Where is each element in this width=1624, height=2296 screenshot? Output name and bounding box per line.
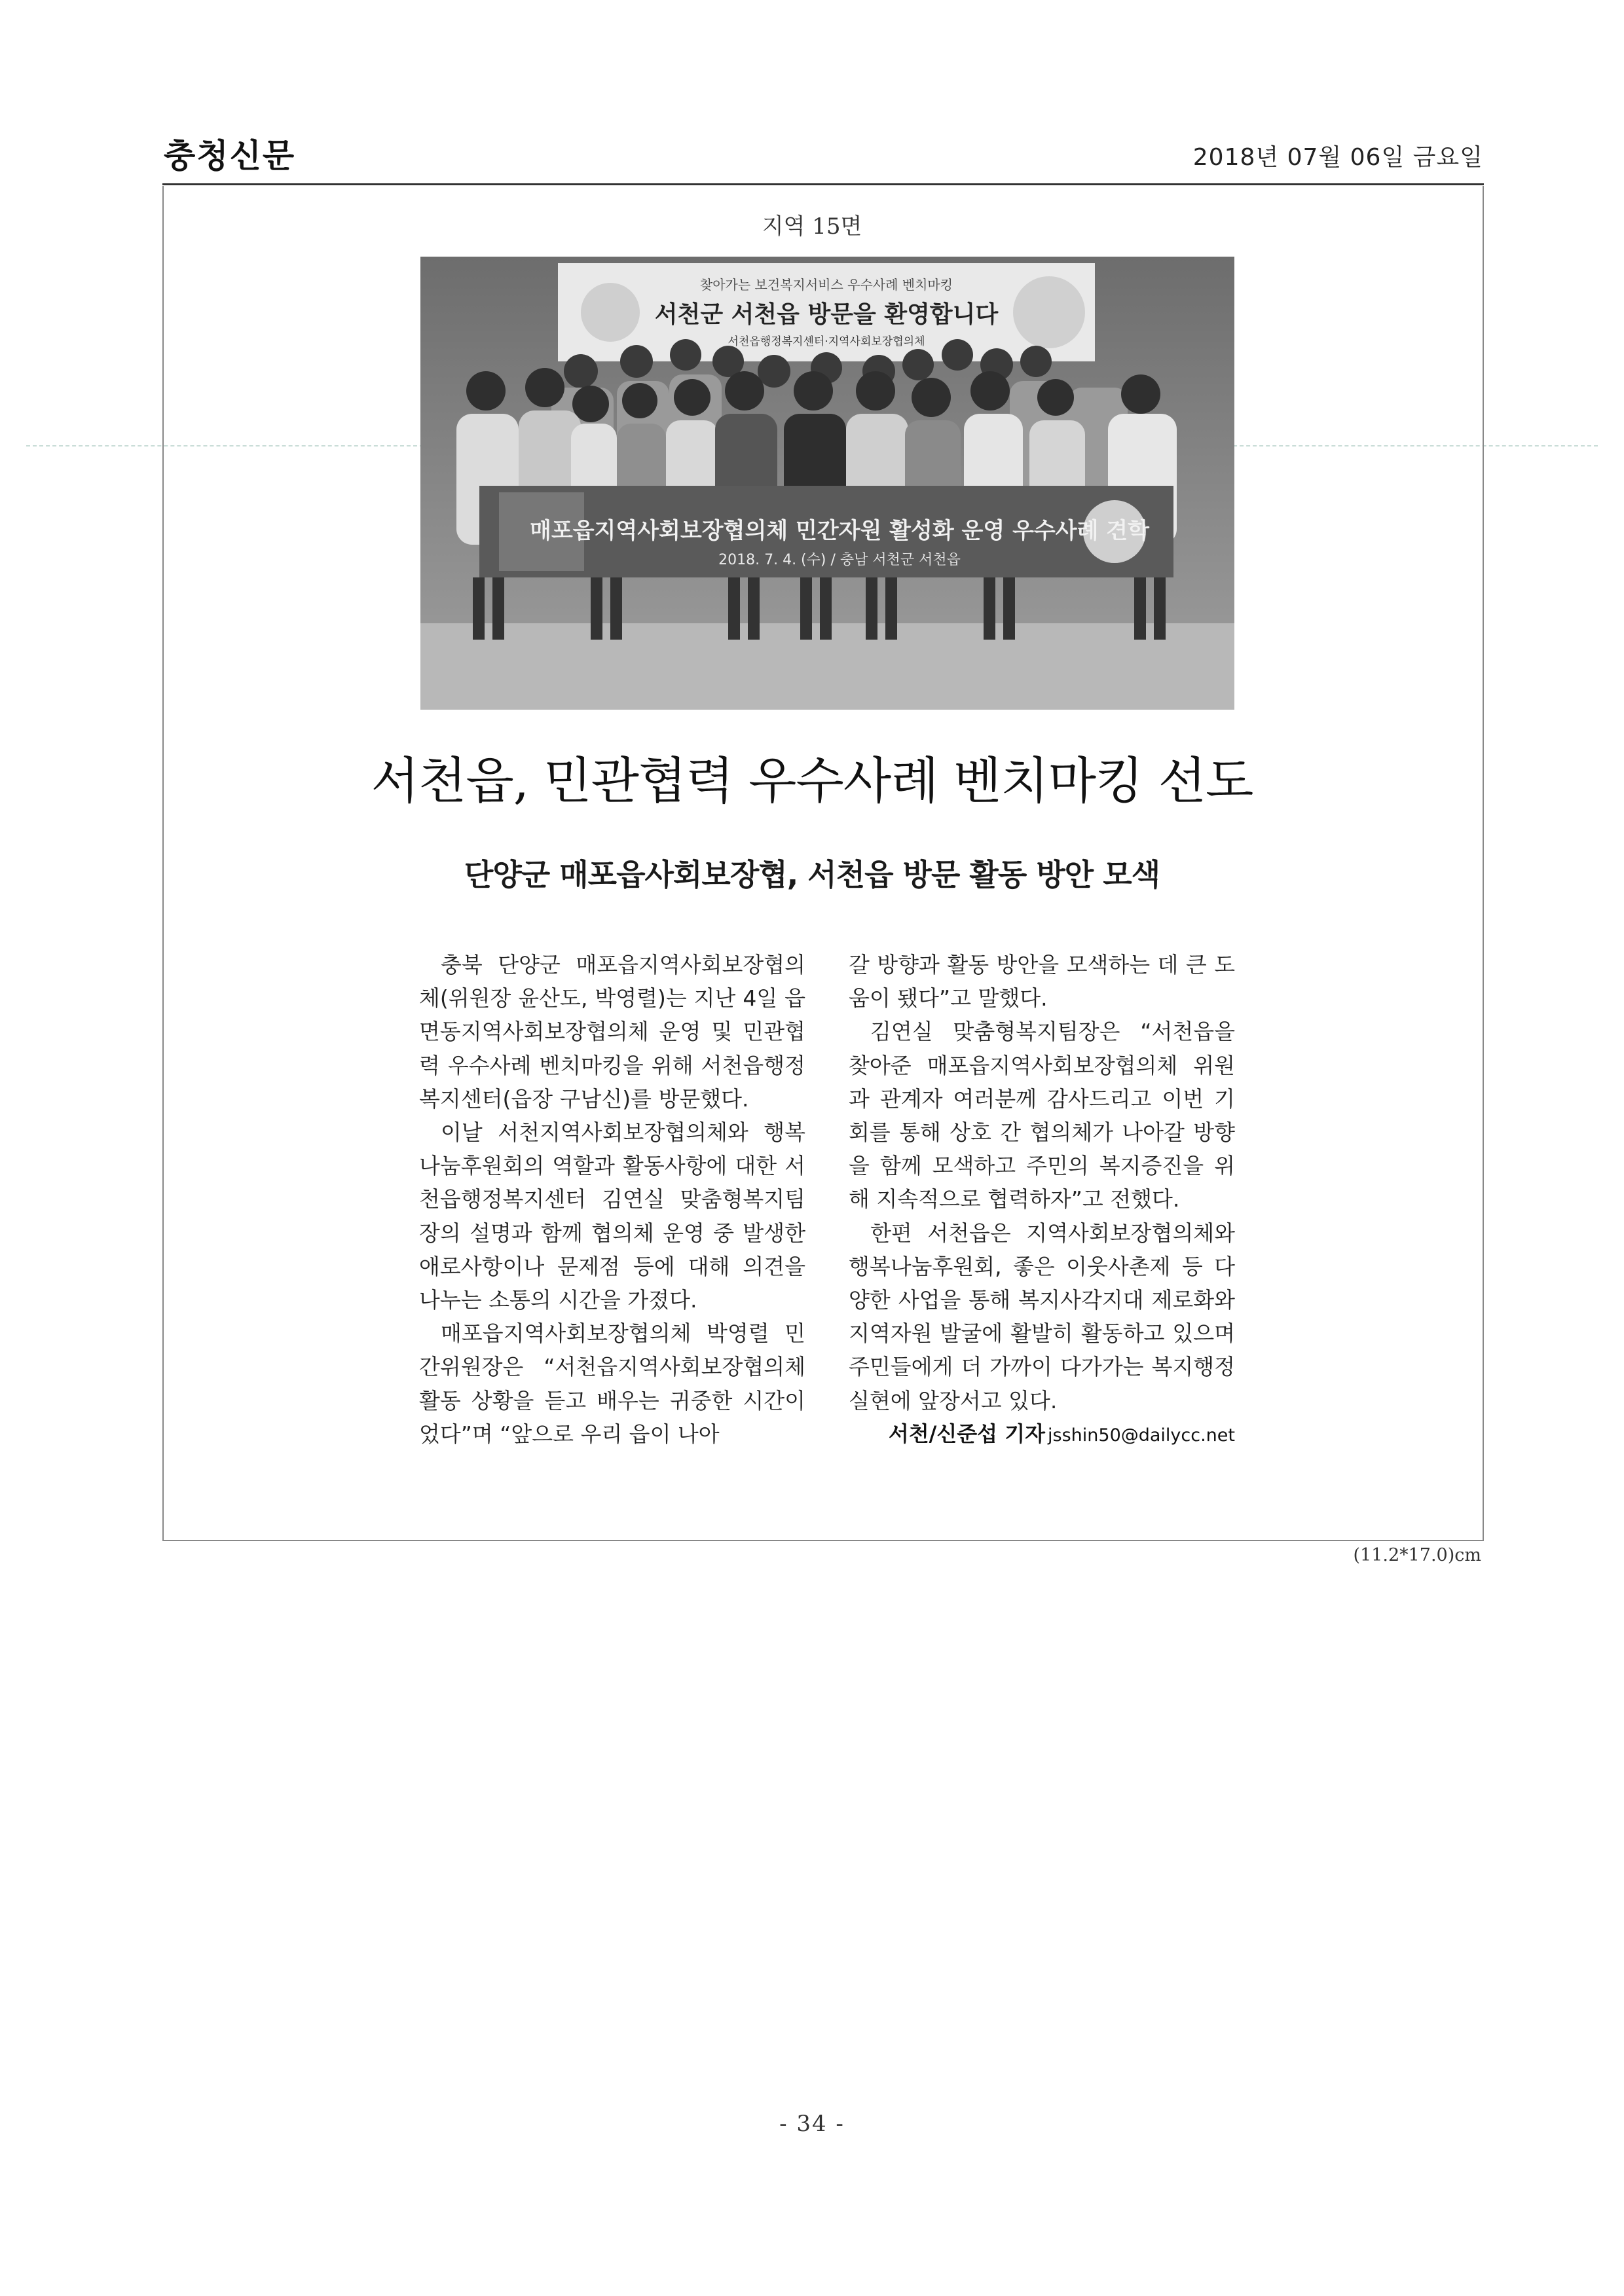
article-subheadline: 단양군 매포읍사회보장협, 서천읍 방문 활동 방안 모색 bbox=[464, 857, 1160, 892]
page-number: - 34 - bbox=[779, 2111, 845, 2137]
article-headline: 서천읍, 민관협력 우수사례 벤치마킹 선도 bbox=[371, 752, 1253, 810]
banner-front-sub: 2018. 7. 4. (수) / 충남 서천군 서천읍 bbox=[718, 552, 961, 568]
paragraph: 이날 서천지역사회보장협의체와 행복나눔후원회의 역할과 활동사항에 대한 서천읍행정복지센터 김연실 맞춤형복지팀장의 설명과 함께 협의체 운영 중 발생한 애로사항이나 문제점 등에 대해 의견을 나누는 소통의 시간을 가졌다. bbox=[419, 1120, 805, 1313]
byline bbox=[849, 1417, 1235, 1452]
reporter-name: 서천/신준섭 기자 bbox=[888, 1421, 1046, 1446]
article-column-2 bbox=[849, 948, 1235, 1452]
newspaper-name: 충청신문 bbox=[164, 137, 296, 175]
clipping-size-note: (11.2*17.0)cm bbox=[1353, 1545, 1481, 1565]
paragraph: 김연실 맞춤형복지팀장은 “서천읍을 찾아준 매포읍지역사회보장협의체 위원과 관계자 여러분께 감사드리고 이번 기회를 통해 상호 간 협의체가 나아갈 방향을 함께 모색하고 주민의 복지증진을 위해 지속적으로 협력하자”고 전했다. bbox=[849, 1019, 1235, 1212]
header-divider bbox=[162, 183, 1484, 185]
paragraph: 매포읍지역사회보장협의체 박영렬 민간위원장은 “서천읍지역사회보장협의체 활동 상황을 듣고 배우는 귀중한 시간이었다”며 “앞으로 우리 읍이 나아 bbox=[419, 1321, 805, 1447]
banner-top-sub: 서천읍행정복지센터·지역사회보장협의체 bbox=[728, 335, 925, 348]
article-column-1 bbox=[419, 948, 805, 1451]
reporter-email: jsshin50@dailycc.net bbox=[1048, 1425, 1235, 1446]
group-photo bbox=[420, 257, 1234, 710]
paragraph: 충북 단양군 매포읍지역사회보장협의체(위원장 윤산도, 박영렬)는 지난 4일 읍면동지역사회보장협의체 운영 및 민관협력 우수사례 벤치마킹을 위해 서천읍행정복지센터(읍장 구남신)를 방문했다. bbox=[419, 952, 805, 1112]
publication-date: 2018년 07월 06일 금요일 bbox=[1192, 144, 1483, 171]
banner-top-main: 서천군 서천읍 방문을 환영합니다 bbox=[654, 301, 999, 328]
paragraph-continuation: 갈 방향과 활동 방안을 모색하는 데 큰 도움이 됐다”고 말했다. bbox=[849, 952, 1235, 1011]
section-label: 지역 15면 bbox=[762, 213, 862, 240]
paragraph: 한편 서천읍은 지역사회보장협의체와 행복나눔후원회, 좋은 이웃사촌제 등 다양한 사업을 통해 복지사각지대 제로화와 지역자원 발굴에 활발히 활동하고 있으며 주민들에게 더 가까이 다가가는 복지행정 실현에 앞장서고 있다. bbox=[849, 1220, 1235, 1413]
banner-top-small: 찾아가는 보건복지서비스 우수사례 벤치마킹 bbox=[699, 277, 953, 293]
banner-front-main: 매포읍지역사회보장협의체 민간자원 활성화 운영 우수사례 견학 bbox=[530, 518, 1149, 544]
